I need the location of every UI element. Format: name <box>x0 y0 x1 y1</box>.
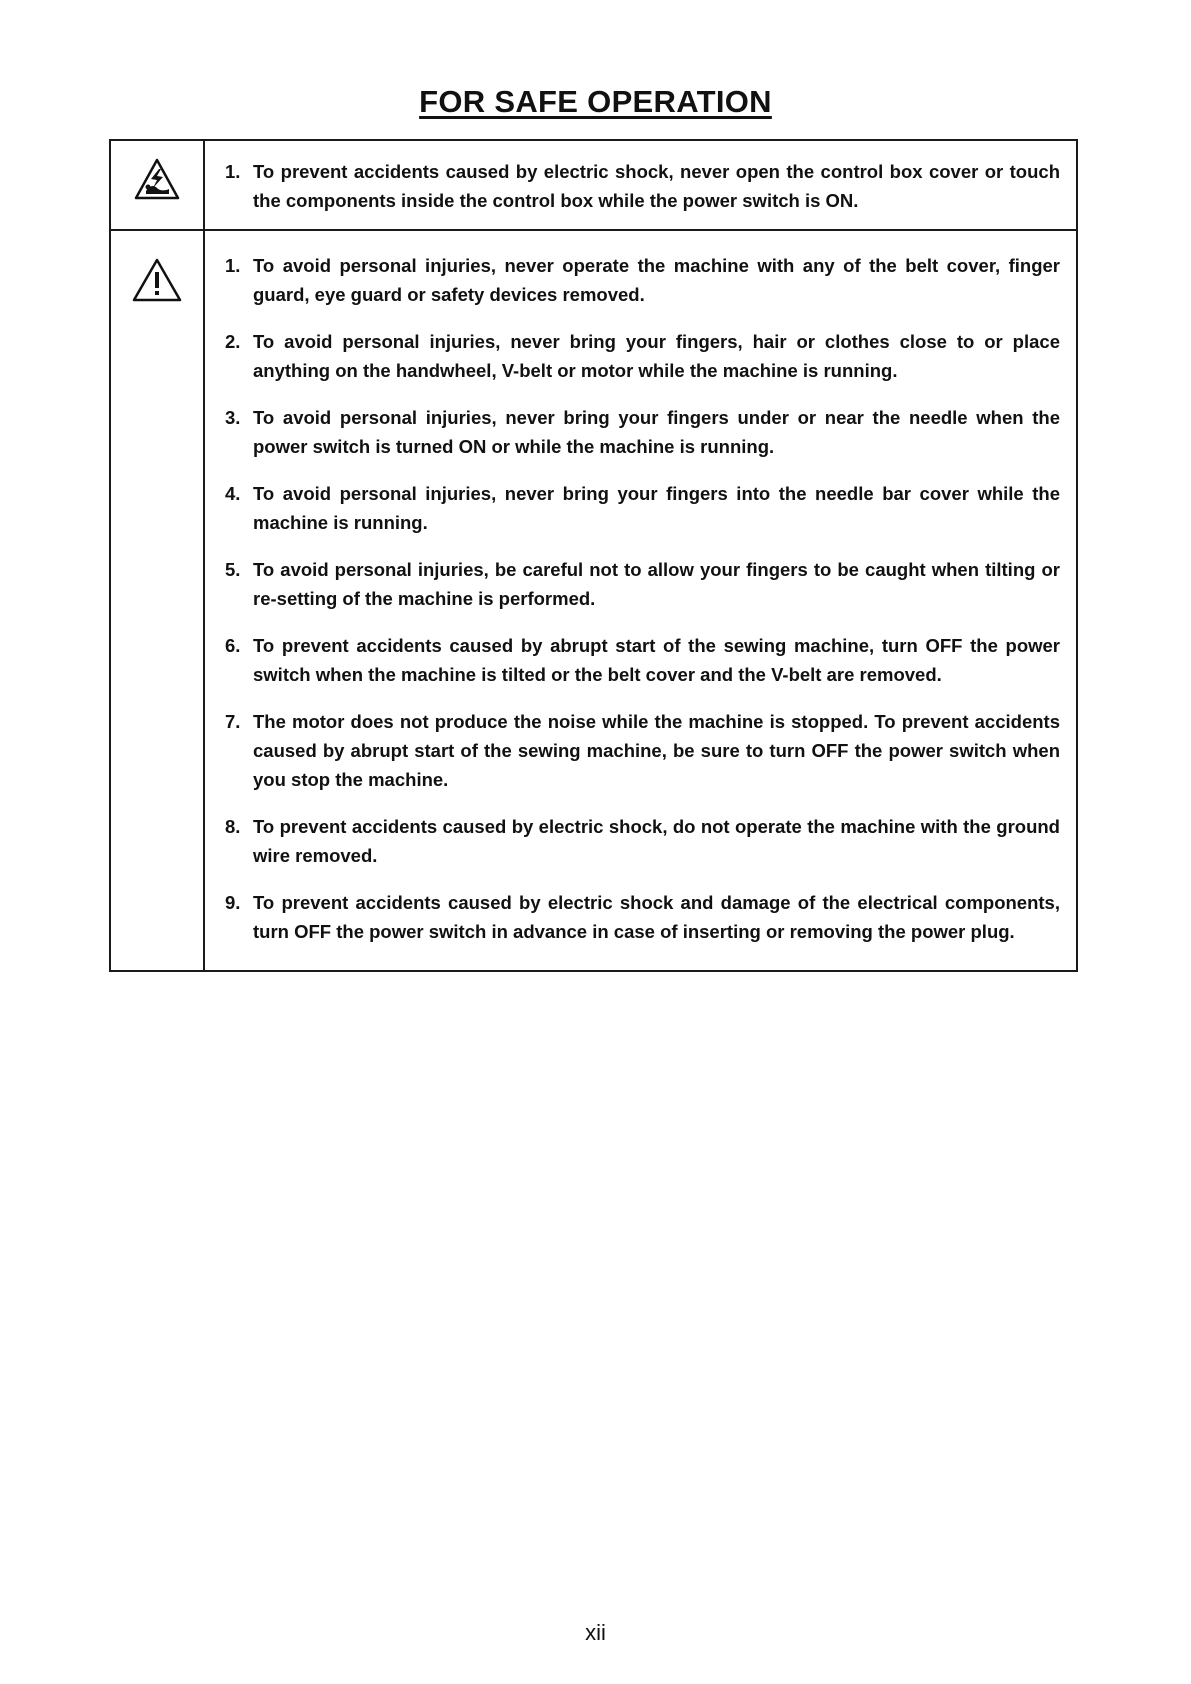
caution-section <box>110 230 1077 971</box>
caution-icon-cell <box>110 230 204 971</box>
safety-table <box>109 139 1078 972</box>
list-item <box>225 157 1060 215</box>
electric-shock-icon-cell <box>110 140 204 230</box>
item-text: To prevent accidents caused by electric shock, never open the control box cover or touch the components inside the control box while the power switch is ON. <box>253 161 1060 211</box>
list-item <box>225 888 1060 946</box>
electric-shock-text-cell <box>204 140 1077 230</box>
item-number: 8. <box>225 816 241 837</box>
item-number: 7. <box>225 711 241 732</box>
caution-text-cell <box>204 230 1077 971</box>
item-text: To prevent accidents caused by electric shock and damage of the electrical components, turn OFF the power switch in advance in case of inserting or removing the power plug. <box>253 892 1060 942</box>
electric-shock-warning-icon <box>134 158 180 200</box>
list-item <box>225 631 1060 689</box>
item-text: To avoid personal injuries, never operate the machine with any of the belt cover, finger guard, eye guard or safety devices removed. <box>253 255 1060 305</box>
item-number: 1. <box>225 161 241 182</box>
page-title: FOR SAFE OPERATION <box>419 84 772 119</box>
item-text: To avoid personal injuries, never bring your fingers, hair or clothes close to or place anything on the handwheel, V-belt or motor while the machine is running. <box>253 331 1060 381</box>
caution-list <box>225 251 1060 946</box>
item-number: 5. <box>225 559 241 580</box>
list-item <box>225 555 1060 613</box>
list-item <box>225 812 1060 870</box>
item-text: The motor does not produce the noise while the machine is stopped. To prevent accidents caused by abrupt start of the sewing machine, be sure to turn OFF the power switch when you stop the machine. <box>253 711 1060 790</box>
item-text: To avoid personal injuries, never bring your fingers into the needle bar cover while the machine is running. <box>253 483 1060 533</box>
page-number: xii <box>585 1620 606 1645</box>
item-number: 4. <box>225 483 241 504</box>
item-text: To prevent accidents caused by electric shock, do not operate the machine with the ground wire removed. <box>253 816 1060 866</box>
item-text: To prevent accidents caused by abrupt start of the sewing machine, turn OFF the power switch when the machine is tilted or the belt cover and the V-belt are removed. <box>253 635 1060 685</box>
caution-exclamation-icon <box>132 258 182 302</box>
list-item <box>225 707 1060 794</box>
electric-shock-list <box>225 157 1060 215</box>
item-number: 1. <box>225 255 241 276</box>
item-text: To avoid personal injuries, never bring your fingers under or near the needle when the power switch is turned ON or while the machine is running. <box>253 407 1060 457</box>
item-number: 9. <box>225 892 241 913</box>
item-number: 3. <box>225 407 241 428</box>
list-item <box>225 327 1060 385</box>
item-number: 6. <box>225 635 241 656</box>
list-item <box>225 403 1060 461</box>
item-text: To avoid personal injuries, be careful not to allow your fingers to be caught when tilting or re-setting of the machine is performed. <box>253 559 1060 609</box>
electric-shock-section <box>110 140 1077 230</box>
item-number: 2. <box>225 331 241 352</box>
list-item <box>225 479 1060 537</box>
list-item <box>225 251 1060 309</box>
